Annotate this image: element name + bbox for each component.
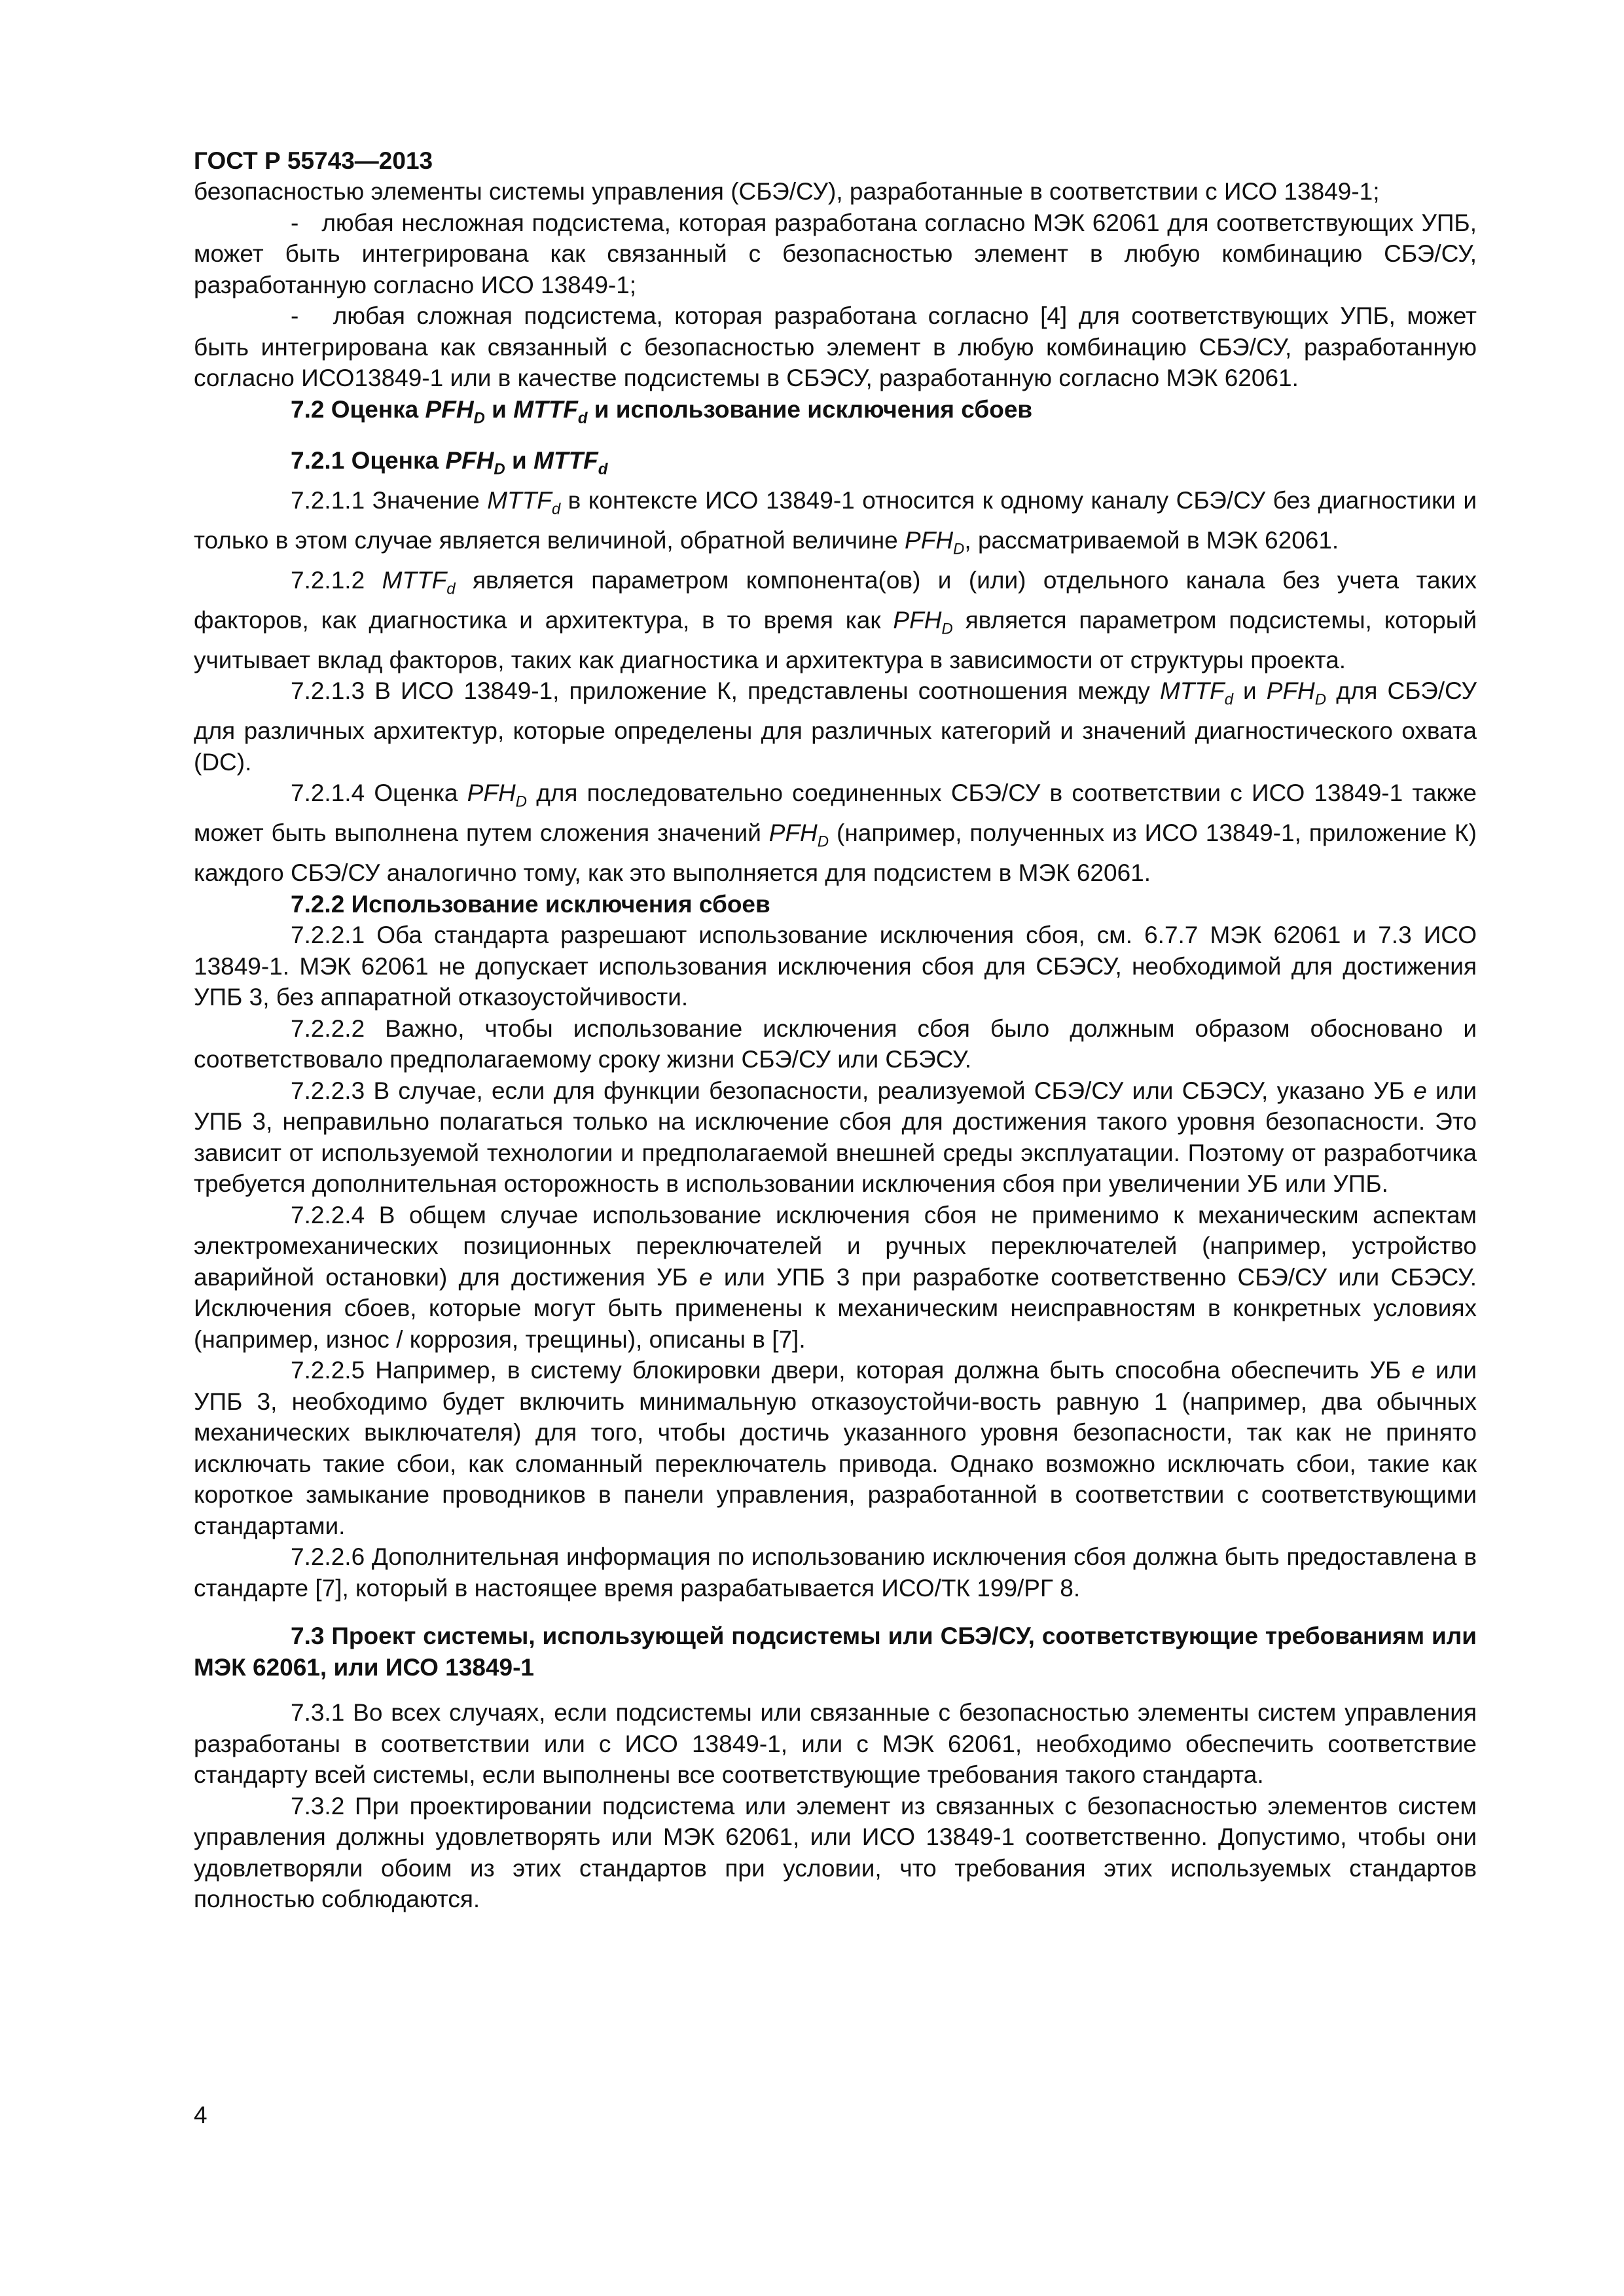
paragraph-7-2-2-1: 7.2.2.1 Оба стандарта разрешают использование исключения сбоя, см. 6.7.7 МЭК 62061 и 7.3 ИСО 13849-1. МЭК 62061 не допускает использования исключения сбоя для СБЭСУ, необходимой для достижения УПБ 3, без аппаратной отказоустойчивости.: [194, 922, 1477, 1011]
paragraph-7-2-1-1: 7.2.1.1 Значение $MTTF_d$ в контексте ИСО 13849-1 относится к одному каналу СБЭ/СУ без диагностики и только в этом случае является величиной, обратной величине $PFH_D$, рассматриваемой в МЭК 62061.: [194, 487, 1477, 558]
paragraph-7-2-2-3: 7.2.2.3 В случае, если для функции безопасности, реализуемой СБЭ/СУ или СБЭСУ, указано УБ e или УПБ 3, неправильно полагаться только на исключение сбоя для достижения такого уровня безопасности. Это зависит от используемой технологии и предполагаемой внешней среды эксплуатации. Поэтому от разработчика требуется дополнительная осторожность в использовании исключения сбоя при увеличении УБ или УПБ.: [194, 1077, 1477, 1198]
section-heading-7-2-2: 7.2.2 Использование исключения сбоев: [291, 890, 770, 918]
paragraph-7-2-2-2: 7.2.2.2 Важно, чтобы использование исключения сбоя было должным образом обосновано и соответствовало предполагаемому сроку жизни СБЭ/СУ или СБЭСУ.: [194, 1014, 1477, 1073]
paragraph-7-2-2-6: 7.2.2.6 Дополнительная информация по использованию исключения сбоя должна быть предоставлена в стандарте [7], который в настоящее время разрабатывается ИСО/ТК 199/РГ 8.: [194, 1543, 1477, 1602]
list-item: - любая несложная подсистема, которая разработана согласно МЭК 62061 для соответствующих УПБ, может быть интегрирована как связанный с безопасностью элемент в любую комбинацию СБЭ/СУ, разработанную согласно ИСО 13849-1;: [194, 209, 1477, 298]
document-header: ГОСТ Р 55743—2013: [194, 147, 433, 174]
section-heading-7-3: 7.3 Проект системы, использующей подсистемы или СБЭ/СУ, соответствующие требованиям или МЭК 62061, или ИСО 13849-1: [194, 1623, 1477, 1681]
paragraph-7-2-1-2: 7.2.1.2 $MTTF_d$ является параметром компонента(ов) и (или) отдельного канала без учета таких факторов, как диагностика и архитектура, в то время как $PFH_D$ является параметром подсистемы, который учитывает вклад факторов, таких как диагностика и архитектура в зависимости от структуры проекта.: [194, 567, 1477, 673]
paragraph-7-2-2-4: 7.2.2.4 В общем случае использование исключения сбоя не применимо к механическим аспектам электромеханических позиционных переключателей и ручных переключателей (например, устройство аварийной остановки) для достижения УБ e или УПБ 3 при разработке соответственно СБЭ/СУ или СБЭСУ. Исключения сбоев, которые могут быть применены к механическим неисправностям в конкретных условиях (например, износ / коррозия, трещины), описаны в [7].: [194, 1201, 1477, 1353]
document-page: [194, 145, 1477, 1915]
paragraph-7-3-1: 7.3.1 Во всех случаях, если подсистемы или связанные с безопасностью элементы систем управления разработаны в соответствии или с ИСО 13849-1, или с МЭК 62061, необходимо обеспечить соответствие стандарту всей системы, если выполнены все соответствующие требования такого стандарта.: [194, 1699, 1477, 1789]
page-number: 4: [194, 2102, 208, 2128]
paragraph: безопасностью элементы системы управления (СБЭ/СУ), разработанные в соответствии с ИСО 13849-1;: [194, 178, 1380, 205]
paragraph-7-2-1-4: 7.2.1.4 Оценка $PFH_D$ для последовательно соединенных СБЭ/СУ в соответствии с ИСО 13849-1 также может быть выполнена путем сложения значений $PFH_D$ (например, полученных из ИСО 13849-1, приложение К) каждого СБЭ/СУ аналогично тому, как это выполняется для подсистем в МЭК 62061.: [194, 780, 1477, 887]
paragraph-7-2-1-3: 7.2.1.3 В ИСО 13849-1, приложение К, представлены соотношения между $MTTF_d$ и $PFH_D$ для СБЭ/СУ для различных архитектур, которые определены для различных категорий и значений диагностического охвата (DC).: [194, 677, 1477, 776]
section-heading-7-2-1: 7.2.1 Оценка $PFH_D$ и $MTTF_d$: [291, 447, 608, 478]
paragraph-7-3-2: 7.3.2 При проектировании подсистема или элемент из связанных с безопасностью элементов систем управления должны удовлетворять или МЭК 62061, или ИСО 13849-1 соответственно. Допустимо, чтобы они удовлетворяли обоим из этих стандартов при условии, что требования этих используемых стандартов полностью соблюдаются.: [194, 1792, 1477, 1913]
section-heading-7-2: 7.2 Оценка $PFH_D$ и $MTTF_d$ и использование исключения сбоев: [291, 395, 1033, 427]
paragraph-7-2-2-5: 7.2.2.5 Например, в систему блокировки двери, которая должна быть способна обеспечить УБ e или УПБ 3, необходимо будет включить минимальную отказоустойчи-вость равную 1 (например, два обычных механических выключателя) для того, чтобы достичь указанного уровня безопасности, так как не принято исключать такие сбои, как сломанный переключатель привода. Однако возможно исключать сбои, такие как короткое замыкание проводников в панели управления, разработанной в соответствии с соответствующими стандартами.: [194, 1357, 1477, 1539]
list-item: - любая сложная подсистема, которая разработана согласно [4] для соответствующих УПБ, может быть интегрирована как связанный с безопасностью элемент в любую комбинацию СБЭ/СУ, разработанную согласно ИСО13849-1 или в качестве подсистемы в СБЭСУ, разработанную согласно МЭК 62061.: [194, 302, 1477, 391]
